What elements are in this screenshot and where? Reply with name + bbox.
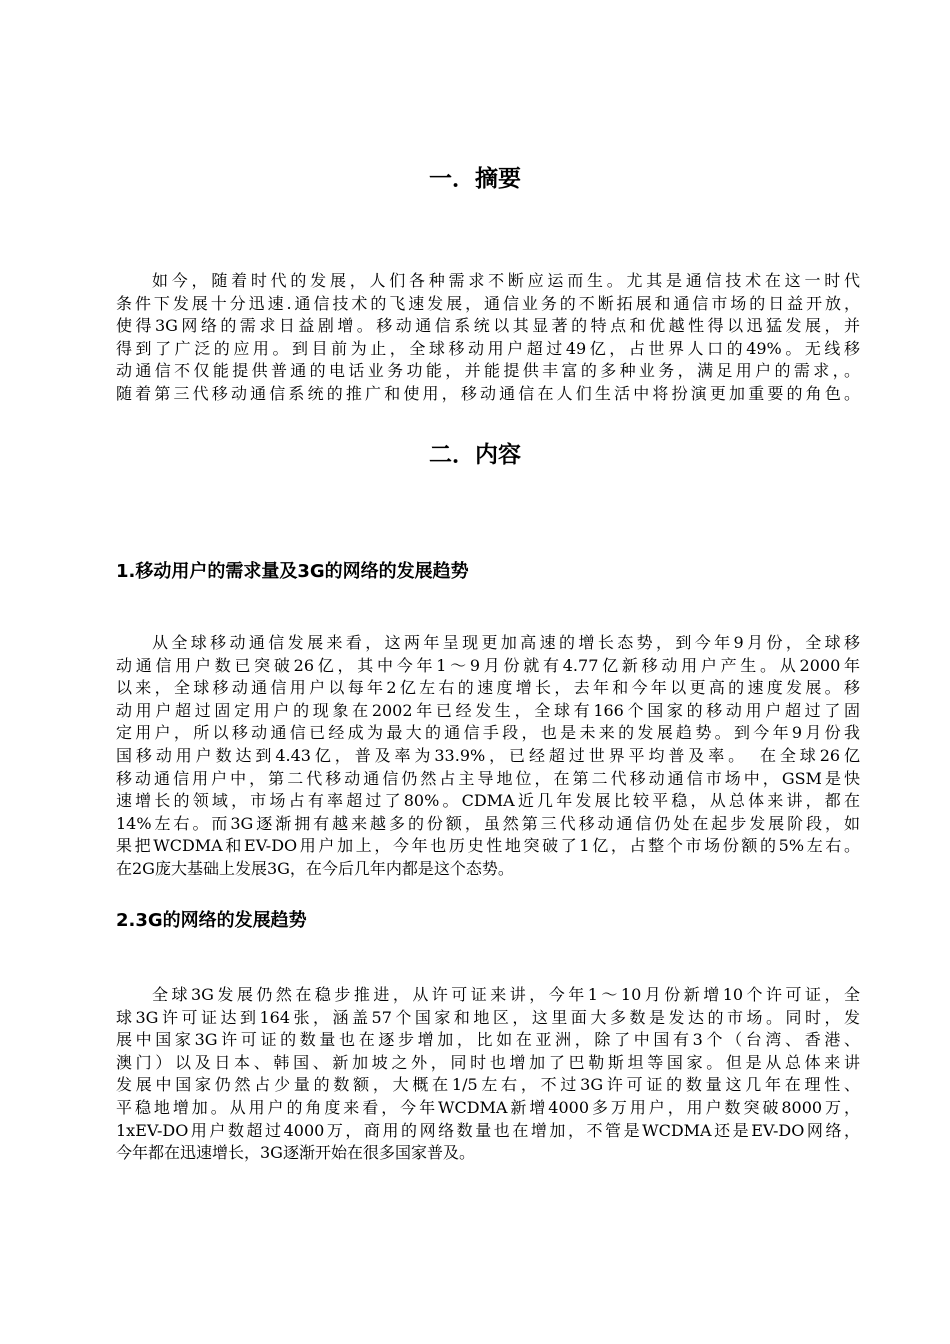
subsection-heading-3g-trend: 2.3G的网络的发展趋势 [116, 910, 307, 931]
paragraph-line: 速增长的领域，市场占有率超过了80%。CDMA近几年发展比较平稳，从总体来讲，都在 [116, 791, 860, 811]
3g-trend-paragraph [116, 984, 860, 1165]
paragraph-line: 平稳地增加。从用户的角度来看，今年WCDMA新增4000多万用户，用户数突破8000万， [116, 1097, 860, 1117]
paragraph-line: 14%左右。而3G逐渐拥有越来越多的份额，虽然第三代移动通信仍处在起步发展阶段，如 [116, 813, 860, 833]
paragraph-line: 使得3G网络的需求日益剧增。移动通信系统以其显著的特点和优越性得以迅猛发展，并 [116, 316, 860, 336]
subsection-heading-demand: 1.移动用户的需求量及3G的网络的发展趋势 [116, 561, 469, 582]
paragraph-line: 今年都在迅速增长，3G逐渐开始在很多国家普及。 [116, 1143, 475, 1163]
section-title-content: 二．内容 [429, 442, 521, 468]
paragraph-line: 果把WCDMA和EV-DO用户加上，今年也历史性地突破了1亿，占整个市场份额的5%左右。 [116, 836, 860, 856]
paragraph-line: 以来，全球移动通信用户以每年2亿左右的速度增长，去年和今年以更高的速度发展。移 [116, 678, 860, 698]
paragraph-line: 如今，随着时代的发展，人们各种需求不断应运而生。尤其是通信技术在这一时代 [152, 271, 860, 290]
paragraph-line: 1xEV-DO用户数超过4000万，商用的网络数量也在增加，不管是WCDMA还是EV-DO网络， [116, 1120, 860, 1140]
paragraph-line: 移动通信用户中，第二代移动通信仍然占主导地位，在第二代移动通信市场中，GSM是快 [116, 768, 860, 788]
paragraph-line: 在2G庞大基础上发展3G，在今后几年内都是这个态势。 [116, 858, 514, 878]
paragraph-line: 澳门）以及日本、韩国、新加坡之外，同时也增加了巴勒斯坦等国家。但是从总体来讲 [116, 1052, 860, 1072]
paragraph-line: 从全球移动通信发展来看，这两年呈现更加高速的增长态势，到今年9月份，全球移 [152, 633, 860, 652]
abstract-paragraph [116, 270, 860, 406]
paragraph-line: 展中国家3G许可证的数量也在逐步增加，比如在亚洲，除了中国有3个（台湾、香港、 [116, 1030, 860, 1050]
paragraph-line: 条件下发展十分迅速.通信技术的飞速发展，通信业务的不断拓展和通信市场的日益开放， [116, 293, 860, 313]
paragraph-line: 得到了广泛的应用。到目前为止，全球移动用户超过49亿，占世界人口的49%。无线移 [116, 338, 860, 358]
paragraph-line: 发展中国家仍然占少量的数额，大概在1/5左右，不过3G许可证的数量这几年在理性、 [116, 1075, 860, 1095]
paragraph-line: 定用户，所以移动通信已经成为最大的通信手段，也是未来的发展趋势。到今年9月份我 [116, 723, 860, 743]
paragraph-line: 随着第三代移动通信系统的推广和使用，移动通信在人们生活中将扮演更加重要的角色。 [116, 383, 860, 403]
paragraph-line: 动通信用户数已突破26亿，其中今年1～9月份就有4.77亿新移动用户产生。从2000年 [116, 655, 860, 675]
paragraph-line: 动通信不仅能提供普通的电话业务功能，并能提供丰富的多种业务，满足用户的需求，。 [116, 361, 860, 381]
demand-paragraph [116, 632, 860, 881]
paragraph-line: 国移动用户数达到4.43亿，普及率为33.9%，已经超过世界平均普及率。 在全球26亿 [116, 745, 860, 765]
paragraph-line: 球3G许可证达到164张，涵盖57个国家和地区，这里面大多数是发达的市场。同时，发 [116, 1007, 860, 1027]
section-title-abstract: 一．摘要 [429, 166, 521, 192]
paragraph-line: 全球3G发展仍然在稳步推进，从许可证来讲，今年1～10月份新增10个许可证，全 [152, 985, 860, 1004]
paragraph-line: 动用户超过固定用户的现象在2002年已经发生，全球有166个国家的移动用户超过了固 [116, 700, 860, 720]
